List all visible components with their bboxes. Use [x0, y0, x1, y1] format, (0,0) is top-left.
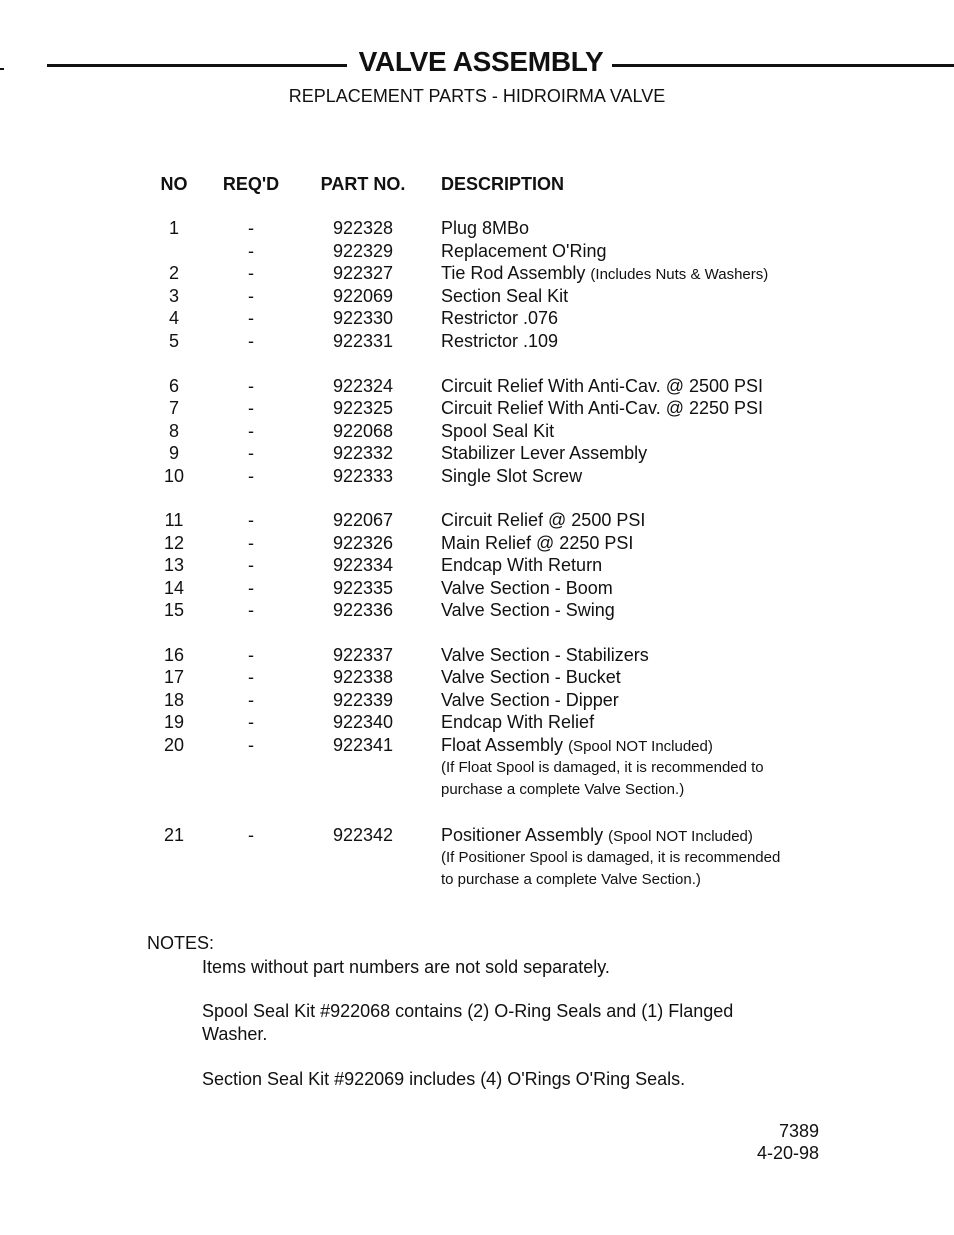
table-row	[0, 285, 954, 307]
table-row	[0, 262, 954, 284]
cell-description	[441, 420, 554, 442]
cell-description	[441, 509, 645, 531]
cell-part-no: 922328	[332, 218, 394, 238]
cell-part-no: 922326	[332, 533, 394, 553]
description-text: Plug 8MBo	[441, 218, 530, 238]
cell-no: 9	[168, 443, 179, 463]
cell-part-no: 922341	[332, 735, 394, 755]
description-note: (Spool NOT Included)	[608, 828, 753, 845]
cell-reqd: -	[248, 645, 254, 665]
document-date: 4-20-98	[756, 1143, 819, 1163]
cell-no: 12	[163, 533, 185, 553]
cell-part-no: 922067	[332, 510, 394, 530]
table-row	[0, 599, 954, 621]
description-text: Single Slot Screw	[441, 466, 583, 486]
cell-part-no: 922333	[332, 466, 394, 486]
description-text: Circuit Relief With Anti-Cav. @ 2250 PSI	[441, 398, 764, 418]
table-row	[0, 217, 954, 239]
description-text: Tie Rod Assembly	[441, 263, 586, 283]
table-row	[0, 465, 954, 487]
cell-no: 3	[168, 286, 179, 306]
cell-no: 20	[163, 735, 185, 755]
table-row	[0, 711, 954, 733]
description-text: Valve Section - Swing	[441, 600, 615, 620]
description-text: Endcap With Relief	[441, 712, 595, 732]
cell-no: 2	[168, 263, 179, 283]
cell-no: 6	[168, 376, 179, 396]
cell-reqd: -	[248, 421, 254, 441]
table-row	[0, 689, 954, 711]
description-note: (Spool NOT Included)	[568, 738, 713, 755]
description-text: Endcap With Return	[441, 555, 603, 575]
cell-part-no: 922332	[332, 443, 394, 463]
cell-reqd: -	[248, 533, 254, 553]
cell-description	[441, 217, 529, 239]
cell-reqd: -	[248, 466, 254, 486]
positioner-note-line-1: (If Positioner Spool is damaged, it is recommended	[441, 849, 781, 866]
description-text: Restrictor .076	[441, 308, 559, 328]
column-header-reqd: REQ'D	[222, 174, 280, 194]
cell-part-no: 922337	[332, 645, 394, 665]
description-text: Section Seal Kit	[441, 286, 569, 306]
document-number: 7389	[778, 1121, 819, 1141]
cell-description	[441, 465, 582, 487]
note-item-3: Section Seal Kit #922069 includes (4) O'Rings O'Ring Seals.	[202, 1069, 686, 1089]
cell-description	[441, 262, 768, 286]
description-text: Spool Seal Kit	[441, 421, 555, 441]
cell-reqd: -	[248, 263, 254, 283]
description-text: Circuit Relief With Anti-Cav. @ 2500 PSI	[441, 376, 764, 396]
column-header-part-no: PART NO.	[320, 174, 406, 194]
description-text: Circuit Relief @ 2500 PSI	[441, 510, 646, 530]
description-text: Restrictor .109	[441, 331, 559, 351]
column-header-no: NO	[160, 174, 188, 194]
float-note-line-1: (If Float Spool is damaged, it is recommended to	[441, 759, 764, 776]
notes-heading: NOTES:	[147, 933, 215, 953]
description-note: (Includes Nuts & Washers)	[590, 266, 769, 283]
table-row	[0, 824, 954, 846]
cell-reqd: -	[248, 578, 254, 598]
title-rule-left	[47, 64, 347, 67]
description-text: Stabilizer Lever Assembly	[441, 443, 648, 463]
page-title: VALVE ASSEMBLY	[358, 46, 604, 77]
cell-reqd: -	[248, 331, 254, 351]
description-text: Positioner Assembly	[441, 825, 604, 845]
table-row	[0, 397, 954, 419]
cell-part-no: 922324	[332, 376, 394, 396]
cell-reqd: -	[248, 443, 254, 463]
cell-description	[441, 532, 633, 554]
description-text: Replacement O'Ring	[441, 241, 607, 261]
table-row	[0, 734, 954, 756]
cell-description	[441, 711, 594, 733]
cell-part-no: 922329	[332, 241, 394, 261]
column-header-description: DESCRIPTION	[441, 174, 565, 194]
cell-reqd: -	[248, 555, 254, 575]
cell-no: 19	[163, 712, 185, 732]
cell-no: 17	[163, 667, 185, 687]
cell-description	[441, 824, 753, 848]
cell-reqd: -	[248, 712, 254, 732]
cell-no: 5	[168, 331, 179, 351]
cell-part-no: 922339	[332, 690, 394, 710]
cell-part-no: 922331	[332, 331, 394, 351]
table-row	[0, 532, 954, 554]
cell-description	[441, 330, 558, 352]
cell-reqd: -	[248, 510, 254, 530]
table-row	[0, 375, 954, 397]
description-text: Float Assembly	[441, 735, 564, 755]
cell-description	[441, 307, 558, 329]
edge-mark	[0, 68, 4, 70]
cell-reqd: -	[248, 286, 254, 306]
cell-description	[441, 442, 647, 464]
cell-part-no: 922342	[332, 825, 394, 845]
cell-reqd: -	[248, 735, 254, 755]
cell-reqd: -	[248, 667, 254, 687]
cell-reqd: -	[248, 241, 254, 261]
cell-description	[441, 285, 568, 307]
cell-reqd: -	[248, 218, 254, 238]
cell-reqd: -	[248, 308, 254, 328]
description-text: Valve Section - Boom	[441, 578, 613, 598]
cell-no: 7	[168, 398, 179, 418]
note-item-1: Items without part numbers are not sold separately.	[202, 957, 610, 977]
table-row	[0, 420, 954, 442]
cell-description	[441, 689, 619, 711]
cell-description	[441, 375, 763, 397]
cell-part-no: 922338	[332, 667, 394, 687]
cell-no: 11	[164, 510, 184, 530]
float-note-line-2: purchase a complete Valve Section.)	[441, 781, 685, 798]
table-row	[0, 240, 954, 262]
cell-no: 15	[163, 600, 185, 620]
cell-reqd: -	[248, 825, 254, 845]
note-item-2: Spool Seal Kit #922068 contains (2) O-Ring Seals and (1) Flanged Washer.	[202, 1001, 734, 1044]
table-row	[0, 330, 954, 352]
cell-part-no: 922335	[332, 578, 394, 598]
cell-description	[441, 577, 613, 599]
cell-part-no: 922069	[332, 286, 394, 306]
page-subtitle: REPLACEMENT PARTS - HIDROIRMA VALVE	[288, 86, 666, 106]
cell-reqd: -	[248, 376, 254, 396]
cell-no: 13	[163, 555, 185, 575]
cell-no: 10	[163, 466, 185, 486]
description-text: Valve Section - Dipper	[441, 690, 619, 710]
cell-no: 16	[163, 645, 185, 665]
cell-description	[441, 666, 621, 688]
cell-no: 21	[163, 825, 185, 845]
cell-description	[441, 734, 713, 758]
cell-part-no: 922327	[332, 263, 394, 283]
cell-part-no: 922340	[332, 712, 394, 732]
table-row	[0, 577, 954, 599]
cell-part-no: 922068	[332, 421, 394, 441]
table-row	[0, 442, 954, 464]
table-row	[0, 666, 954, 688]
title-rule-right	[612, 64, 954, 67]
cell-no: 18	[163, 690, 185, 710]
cell-part-no: 922325	[332, 398, 394, 418]
description-text: Valve Section - Stabilizers	[441, 645, 649, 665]
cell-reqd: -	[248, 690, 254, 710]
cell-description	[441, 397, 763, 419]
description-text: Main Relief @ 2250 PSI	[441, 533, 634, 553]
positioner-note-line-2: to purchase a complete Valve Section.)	[441, 871, 701, 888]
cell-description	[441, 599, 615, 621]
cell-description	[441, 240, 607, 262]
cell-no: 8	[168, 421, 179, 441]
cell-description	[441, 554, 602, 576]
cell-reqd: -	[248, 600, 254, 620]
cell-part-no: 922330	[332, 308, 394, 328]
cell-no: 1	[168, 218, 179, 238]
table-row	[0, 307, 954, 329]
cell-reqd: -	[248, 398, 254, 418]
cell-no: 14	[163, 578, 185, 598]
cell-part-no: 922336	[332, 600, 394, 620]
description-text: Valve Section - Bucket	[441, 667, 621, 687]
cell-part-no: 922334	[332, 555, 394, 575]
table-row	[0, 644, 954, 666]
cell-description	[441, 644, 649, 666]
table-row	[0, 554, 954, 576]
table-row	[0, 509, 954, 531]
cell-no: 4	[168, 308, 179, 328]
